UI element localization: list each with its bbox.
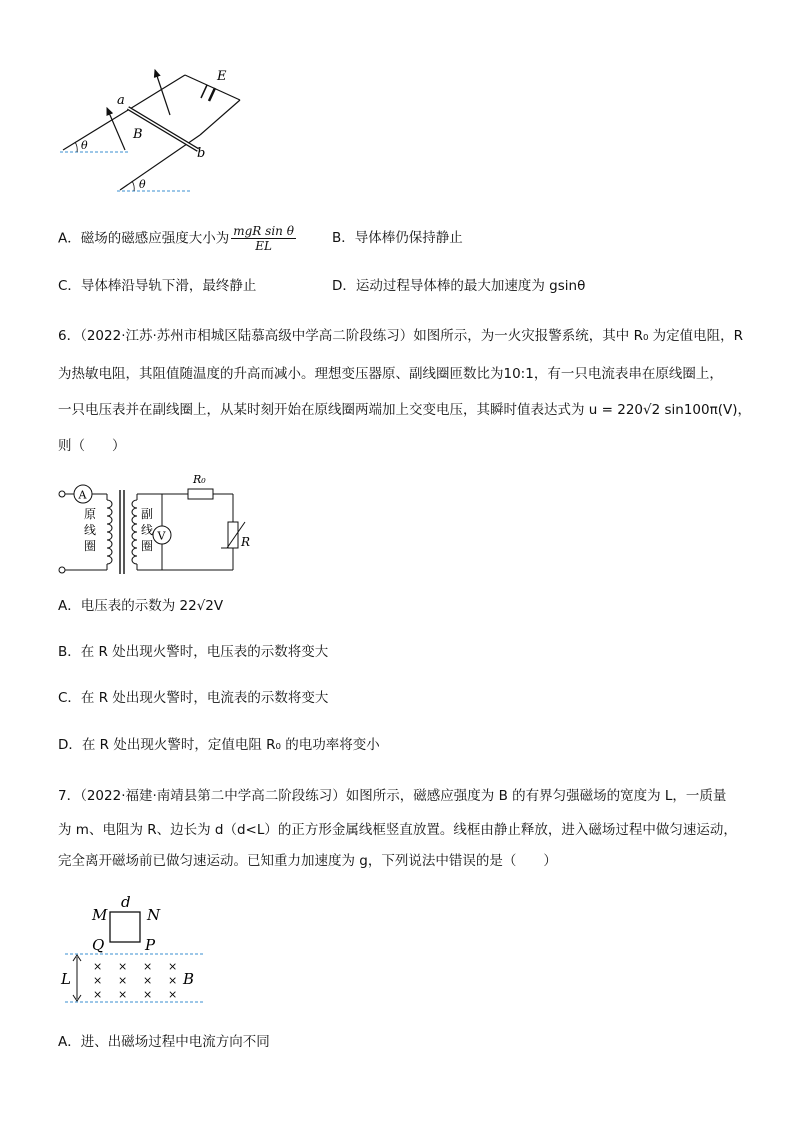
svg-text:×: ×	[143, 960, 153, 973]
label-theta-1: θ	[81, 139, 88, 152]
svg-text:×: ×	[143, 974, 153, 987]
label-M: M	[92, 906, 108, 924]
label-B: B	[133, 127, 143, 142]
secondary-char-3: 圈	[141, 539, 154, 553]
label-d: d	[121, 893, 131, 911]
secondary-char-1: 副	[141, 507, 154, 521]
label-b: b	[197, 146, 206, 161]
q5-option-b: B．导体棒仍保持静止	[332, 230, 463, 246]
q6-option-b: B．在 R 处出现火警时，电压表的示数将变大	[58, 644, 329, 660]
label-field-B: B	[183, 970, 195, 988]
resistor-r0	[188, 489, 213, 499]
q7-stem-line-1: 7．（2022·福建·南靖县第二中学高二阶段练习）如图所示，磁感应强度为 B 的有界匀强磁场的宽度为 L，一质量	[58, 788, 727, 804]
svg-text:×: ×	[93, 960, 103, 973]
primary-char-1: 原	[84, 507, 97, 521]
q7-option-a: A．进、出磁场过程中电流方向不同	[58, 1034, 270, 1050]
q6-stem-line-1: 6．（2022·江苏·苏州市相城区陆慕高级中学高二阶段练习）如图所示，为一火灾报警系统，其中 R₀ 为定值电阻，R	[58, 328, 744, 344]
voltmeter-label: V	[157, 529, 166, 543]
r-label: R	[241, 535, 251, 549]
svg-text:×: ×	[168, 974, 178, 987]
q5-option-d: D．运动过程导体棒的最大加速度为 gsinθ	[332, 278, 586, 294]
square-frame	[110, 912, 140, 942]
label-E: E	[217, 69, 227, 84]
svg-text:×: ×	[143, 988, 153, 1001]
svg-text:×: ×	[118, 974, 128, 987]
label-L: L	[61, 970, 71, 988]
primary-char-3: 圈	[84, 539, 97, 553]
q7-stem-line-3: 完全离开磁场前已做匀速运动。已知重力加速度为 g，下列说法中错误的是（ ）	[58, 853, 557, 869]
figure-inclined-rails	[55, 60, 265, 200]
secondary-char-2: 线	[141, 523, 154, 537]
label-Q: Q	[92, 936, 105, 954]
q6-stem-line-3: 一只电压表并在副线圈上，从某时刻开始在原线圈两端加上交变电压，其瞬时值表达式为 u = 220√2 sin100π(V)，	[58, 402, 751, 418]
svg-text:×: ×	[118, 988, 128, 1001]
q6-option-c: C．在 R 处出现火警时，电流表的示数将变大	[58, 690, 329, 706]
figure-transformer-circuit	[55, 470, 265, 580]
svg-text:×: ×	[93, 988, 103, 1001]
q5-option-a-fraction: $\frac{\text{mgR sin θ}}{EL}$	[233, 224, 294, 253]
svg-text:×: ×	[168, 988, 178, 1001]
q6-option-d: D．在 R 处出现火警时，定值电阻 R₀ 的电功率将变小	[58, 737, 380, 753]
primary-char-2: 线	[84, 523, 97, 537]
q5-option-c: C．导体棒沿导轨下滑，最终静止	[58, 278, 257, 294]
svg-text:×: ×	[93, 974, 103, 987]
figure-square-frame-field	[55, 890, 225, 1010]
label-N: N	[147, 906, 161, 924]
svg-text:×: ×	[118, 960, 128, 973]
ammeter-label: A	[78, 488, 87, 502]
q5-option-a: A．磁场的磁感应强度大小为 $\frac{\text{mgR sin θ}}{EL}$	[58, 224, 294, 253]
label-a: a	[117, 93, 125, 108]
svg-text:×: ×	[168, 960, 178, 973]
q6-stem-line-4: 则（ ）	[58, 438, 126, 454]
q6-stem-line-2: 为热敏电阻，其阻值随温度的升高而减小。理想变压器原、副线圈匝数比为10:1，有一只电流表串在原线圈上，	[58, 366, 723, 382]
magnetic-field-crosses	[93, 960, 177, 1001]
q7-stem-line-2: 为 m、电阻为 R、边长为 d（d<L）的正方形金属线框竖直放置。线框由静止释放，进入磁场过程中做匀速运动，	[58, 822, 737, 838]
label-P: P	[145, 936, 156, 954]
q6-option-a: A．电压表的示数为 22√2V	[58, 598, 224, 614]
label-theta-2: θ	[139, 178, 146, 191]
r0-label: R₀	[193, 473, 206, 486]
